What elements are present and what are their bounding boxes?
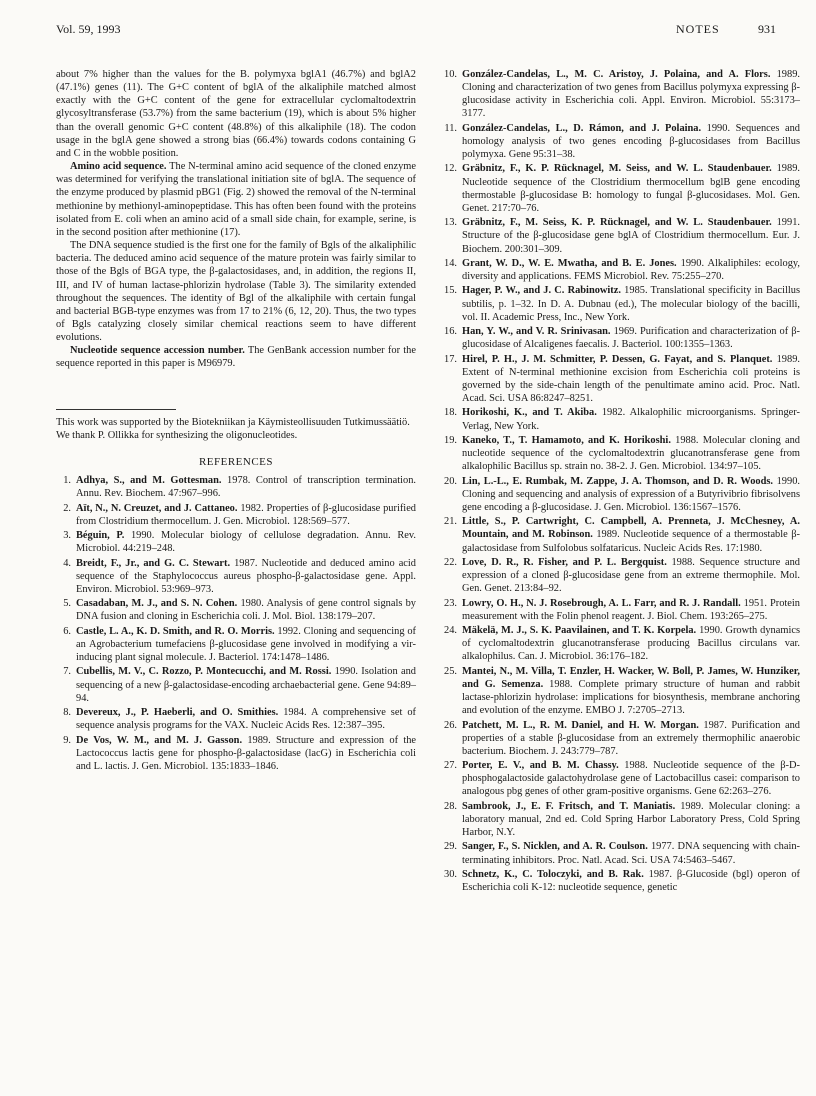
reference-citation: 1990. Isolation and sequencing of a new β-galactosidase-encoding archaebacterial gene. Gene 94:89–94. (76, 666, 416, 704)
body-paragraph (56, 160, 416, 239)
reference-number: 18. (444, 407, 457, 419)
body-paragraph: about 7% higher than the values for the B. polymyxa bglA1 (46.7%) and bglA2 (47.1%) genes (11). The G+C content of bglA of the alkaliphile matched almost exactly with the G+C content of the gene for extracellular cyclomaltodextrin glycosyltransferase (53.7%) from the same bacterium (19), which is about 5% higher than the overall genomic G+C content (48.8%) of this alkaliphile (18). The codon usage in the bglA gene showed a strong bias (66.4%) towards codons containing G and C in the wobble position. (56, 69, 416, 159)
reference-authors: De Vos, W. M., and M. J. Gasson. (76, 734, 243, 746)
reference-number: 2. (63, 502, 71, 514)
reference-item (442, 800, 800, 839)
reference-citation: 1977. DNA sequencing with chain-terminating inhibitors. Proc. Natl. Acad. Sci. USA 74:5463–5467. (462, 841, 800, 866)
reference-item (442, 597, 800, 623)
reference-item (56, 597, 416, 623)
reference-item (442, 162, 800, 215)
reference-citation: 1988. Molecular cloning and nucleotide sequence of the cyclomaltodextrin glucanotransferase gene from alkalophilic Bacillus sp. strain no. 38-2. J. Gen. Microbiol. 134:97–105. (462, 434, 800, 473)
reference-list (56, 474, 416, 773)
reference-number: 27. (444, 760, 457, 772)
reference-item (56, 665, 416, 704)
reference-authors: Cubellis, M. V., C. Rozzo, P. Montecucchi, and M. Rossi. (76, 666, 332, 678)
reference-citation: 1991. Structure of the β-glucosidase gene bglA of Clostridium thermocellum. Eur. J. Biochem. 200:301–309. (462, 217, 800, 255)
reference-number: 17. (444, 353, 457, 365)
reference-item (56, 557, 416, 596)
body-paragraph: The DNA sequence studied is the first one for the family of Bgls of the alkaliphilic bacteria. The deduced amino acid sequence of the mature protein was fairly similar to those of the Bgls of BGA type, the β-galactosidases, and, in addition, the regions II, III, and IV of human lactase-phlorizin hydrolase (Table 3). The similarity extended throughout the sequences. The identity of Bgl of the alkaliphile with certain fungal and bacterial BGB-type enzymes was from 17 to 21% (6, 12, 20). Thus, the two types of Bgls catalyzing closely similar chemical reactions seem to have different evolutions. (56, 240, 416, 344)
reference-item (442, 515, 800, 554)
reference-citation: 1978. Control of transcription termination. Annu. Rev. Biochem. 47:967–996. (76, 475, 416, 500)
reference-number: 30. (444, 868, 457, 880)
reference-authors: Little, S., P. Cartwright, C. Campbell, A. Prenneta, J. McChesney, A. Mountain, and M. Robinson. (462, 516, 800, 541)
reference-citation: 1990. Cloning and sequencing and analysis of expression of a Butyrivibrio fibrisolvens gene encoding a β-glucosidase. J. Gen. Microbiol. 136:1567–1576. (462, 475, 800, 513)
reference-citation: 1987. β-Glucoside (bgl) operon of Escherichia coli K-12: nucleotide sequence, genetic (462, 868, 800, 894)
section-heading: Amino acid sequence. (70, 161, 167, 173)
reference-item (442, 257, 800, 283)
section-heading: Nucleotide sequence accession number. (70, 345, 245, 357)
reference-item (56, 474, 416, 500)
reference-number: 25. (444, 665, 457, 677)
reference-item (56, 502, 416, 528)
reference-number: 24. (444, 625, 457, 637)
reference-citation: 1980. Analysis of gene control signals by DNA fusion and cloning in Escherichia coli. J. Mol. Biol. 138:179–207. (76, 598, 417, 623)
acknowledgments (56, 409, 416, 442)
journal-volume: Vol. 59, 1993 (56, 22, 121, 36)
reference-citation: 1987. Purification and properties of a stable β-glucosidase from an extremely thermophilic anaerobic bacterium. Biochem. J. 243:779–787. (462, 719, 801, 757)
reference-authors: Sambrook, J., E. F. Fritsch, and T. Maniatis. (462, 800, 676, 812)
reference-authors: Adhya, S., and M. Gottesman. (76, 475, 222, 487)
reference-item (442, 216, 800, 255)
reference-citation: 1982. Alkalophilic microorganisms. Springer-Verlag, New York. (462, 407, 800, 432)
reference-item (442, 759, 800, 798)
reference-number: 3. (63, 530, 71, 542)
reference-item (442, 665, 800, 718)
reference-authors: Gräbnitz, F., K. P. Rücknagel, M. Seiss, and W. L. Staudenbauer. (462, 163, 772, 175)
reference-item (442, 719, 800, 758)
reference-item (442, 840, 800, 866)
reference-item (442, 325, 800, 351)
reference-number: 6. (63, 625, 71, 637)
section-label: NOTES (676, 22, 720, 36)
reference-authors: Kaneko, T., T. Hamamoto, and K. Horikoshi. (462, 434, 671, 446)
reference-authors: Sanger, F., S. Nicklen, and A. R. Coulson. (462, 841, 648, 853)
reference-number: 19. (444, 434, 457, 446)
reference-authors: Hager, P. W., and J. C. Rabinowitz. (462, 285, 621, 297)
reference-number: 7. (63, 666, 71, 678)
reference-item (442, 868, 800, 894)
reference-citation: 1990. Alkaliphiles: ecology, diversity and applications. FEMS Microbiol. Rev. 75:255–270. (462, 257, 801, 283)
reference-citation: 1992. Cloning and sequencing of an Agrobacterium tumefaciens β-glucosidase gene involved in modifying a vir-inducing plant signal molecule. J. Bacteriol. 174:1478–1486. (76, 625, 416, 664)
reference-citation: 1990. Growth dynamics of cyclomaltodextrin glucanotransferase producing Bacillus circulans var. alkalophilus. Can. J. Microbiol. 36:176–182. (462, 625, 800, 663)
page-header (56, 22, 776, 40)
paragraph-text: The GenBank accession number for the sequence reported in this paper is M96979. (56, 345, 416, 370)
reference-authors: Horikoshi, K., and T. Akiba. (462, 407, 597, 419)
reference-authors: González-Candelas, L., D. Rámon, and J. Polaina. (462, 122, 702, 134)
reference-number: 8. (63, 707, 71, 719)
ack-text: We thank P. Ollikka for synthesizing the oligonucleotides. (56, 429, 298, 441)
reference-item (442, 434, 800, 473)
reference-item (56, 706, 416, 732)
reference-item (442, 475, 800, 514)
paragraph-text: The N-terminal amino acid sequence of the cloned enzyme was determined for verifying the translational initiation site of bglA. The sequence of the enzyme produced by plasmid pBG1 (Fig. 2) showed the removal of the N-terminal methionine by methionyl-aminopeptidase. This has often been found with the proteins isolated from E. coli when an amino acid of a small side chain, for example, serine, is in the second position after methionine (17). (56, 161, 417, 238)
reference-citation: 1990. Sequences and homology analysis of two genes encoding β-glucosidases from Bacillus polymyxa. Gene 95:31–38. (462, 122, 800, 161)
reference-item (56, 529, 416, 555)
divider (56, 409, 176, 410)
reference-citation: 1988. Complete primary structure of human and rabbit lactase-phlorizin hydrolase: implications for biosynthesis, membrane anchoring and evolution of the enzyme. EMBO J. 7:2705–2713. (462, 678, 800, 717)
reference-number: 22. (444, 556, 457, 568)
reference-number: 16. (444, 326, 457, 338)
reference-citation: 1982. Properties of β-glucosidase purified from Clostridium thermocellum. J. Gen. Microbiol. 128:569–577. (76, 502, 416, 527)
reference-authors: Casadaban, M. J., and S. N. Cohen. (76, 598, 238, 610)
reference-number: 13. (444, 217, 457, 229)
reference-number: 20. (444, 475, 457, 487)
reference-number: 23. (444, 597, 457, 609)
ack-text: This work was supported by the Biotekniikan ja Käymisteollisuuden Tutkimussäätiö. (56, 416, 410, 428)
reference-number: 29. (444, 841, 457, 853)
reference-number: 28. (444, 800, 457, 812)
reference-number: 11. (444, 122, 457, 134)
reference-citation: 1988. Sequence structure and expression of a cloned β-glucosidase gene from an extreme thermophile. Mol. Gen. Genet. 213:84–92. (462, 556, 800, 595)
reference-item (442, 68, 800, 121)
reference-authors: Béguin, P. (76, 530, 125, 542)
references-heading: REFERENCES (198, 455, 274, 468)
reference-authors: Love, D. R., R. Fisher, and P. L. Bergquist. (462, 556, 667, 568)
reference-authors: Mäkelä, M. J., S. K. Paavilainen, and T. K. Korpela. (462, 625, 697, 637)
reference-number: 5. (63, 598, 71, 610)
reference-citation: 1951. Protein measurement with the Folin phenol reagent. J. Biol. Chem. 193:265–275. (462, 597, 800, 622)
reference-number: 26. (444, 719, 457, 731)
reference-citation: 1990. Molecular biology of cellulose degradation. Annu. Rev. Microbiol. 44:219–248. (76, 530, 416, 555)
left-column (56, 68, 416, 774)
reference-item (442, 556, 800, 595)
reference-authors: Mantei, N., M. Villa, T. Enzler, H. Wacker, W. Boll, P. James, W. Hunziker, and G. Semenza. (462, 665, 800, 690)
reference-list (442, 68, 800, 894)
reference-item (56, 625, 416, 664)
reference-authors: Grant, W. D., W. E. Mwatha, and B. E. Jones. (462, 257, 677, 269)
reference-citation: 1987. Nucleotide and deduced amino acid sequence of the Staphylococcus aureus phospho-β-galactosidase gene. Appl. Environ. Microbiol. 53:969–973. (76, 557, 416, 595)
reference-authors: Breidt, F., Jr., and G. C. Stewart. (76, 557, 231, 569)
right-column (442, 68, 800, 895)
reference-citation: 1989. Cloning and characterization of two genes from Bacillus polymyxa expressing β-glucosidase activity in Escherichia coli. Appl. Environ. Microbiol. 55:3173–3177. (462, 69, 800, 120)
reference-number: 14. (444, 257, 457, 269)
reference-citation: 1989. Nucleotide sequence of a thermostable β-galactosidase from Sulfolobus solfataricus. Nucleic Acids Res. 17:1980. (462, 529, 800, 554)
reference-citation: 1969. Purification and characterization of β-glucosidase of Alcaligenes faecalis. J. Bacteriol. 100:1355–1363. (462, 326, 800, 351)
reference-authors: Hirel, P. H., J. M. Schmitter, P. Dessen, G. Fayat, and S. Planquet. (462, 353, 773, 365)
reference-authors: Gräbnitz, F., M. Seiss, K. P. Rücknagel, and W. L. Staudenbauer. (462, 217, 772, 229)
reference-number: 4. (63, 557, 71, 569)
reference-citation: 1988. Nucleotide sequence of the β-D-phosphogalactoside galactohydrolase gene of Lactobacillus casei: comparison to analogous pbg genes of other gram-positive organisms. Gene 62:263–276. (462, 760, 800, 798)
reference-authors: Castle, L. A., K. D. Smith, and R. O. Morris. (76, 625, 275, 637)
reference-citation: 1984. A comprehensive set of sequence analysis programs for the VAX. Nucleic Acids Res. 12:387–395. (76, 707, 416, 732)
reference-authors: Lowry, O. H., N. J. Rosebrough, A. L. Farr, and R. J. Randall. (462, 597, 741, 609)
reference-authors: Aït, N., N. Creuzet, and J. Cattaneo. (76, 502, 238, 514)
reference-number: 9. (63, 734, 71, 746)
reference-item (56, 734, 416, 773)
reference-item (442, 406, 800, 432)
reference-item (442, 122, 800, 161)
reference-number: 12. (444, 163, 457, 175)
reference-item (442, 624, 800, 663)
reference-item (442, 353, 800, 406)
reference-number: 15. (444, 285, 457, 297)
reference-authors: Devereux, J., P. Haeberli, and O. Smithies. (76, 707, 279, 719)
reference-citation: 1989. Molecular cloning: a laboratory manual, 2nd ed. Cold Spring Harbor Laboratory Press, Cold Spring Harbor, N.Y. (462, 800, 800, 839)
reference-authors: Patchett, M. L., R. M. Daniel, and H. W. Morgan. (462, 719, 699, 731)
reference-citation: 1985. Translational specificity in Bacillus subtilis, p. 1–32. In D. A. Dubnau (ed.), The molecular biology of the bacilli, vol. II. Academic Press, Inc., New York. (462, 285, 801, 323)
reference-authors: Schnetz, K., C. Toloczyki, and B. Rak. (462, 868, 644, 880)
reference-authors: Han, Y. W., and V. R. Srinivasan. (462, 326, 611, 338)
reference-citation: 1989. Extent of N-terminal methionine excision from Escherichia coli proteins is governed by the side-chain length of the penultimate amino acid. Proc. Natl. Acad. Sci. USA 86:8247–8251. (462, 353, 800, 405)
reference-number: 1. (63, 475, 71, 487)
reference-number: 10. (444, 69, 457, 80)
reference-authors: Porter, E. V., and B. M. Chassy. (462, 760, 619, 772)
reference-citation: 1989. Structure and expression of the Lactococcus lactis gene for phospho-β-galactosidase (lacG) in Escherichia coli and L. lactis. J. Gen. Microbiol. 135:1833–1846. (76, 734, 417, 772)
reference-number: 21. (444, 516, 457, 528)
body-paragraph (56, 344, 416, 370)
reference-item (442, 284, 800, 323)
page-number: 931 (758, 22, 776, 36)
reference-authors: Lin, L.-L., E. Rumbak, M. Zappe, J. A. Thomson, and D. R. Woods. (462, 475, 774, 487)
reference-authors: González-Candelas, L., M. C. Aristoy, J. Polaina, and A. Flors. (462, 69, 771, 80)
reference-citation: 1989. Nucleotide sequence of the Clostridium thermocellum bglB gene encoding thermostable β-glucosidase B: homology to fungal β-glucosidases. Mol. Gen. Genet. 217:70–76. (462, 163, 800, 214)
